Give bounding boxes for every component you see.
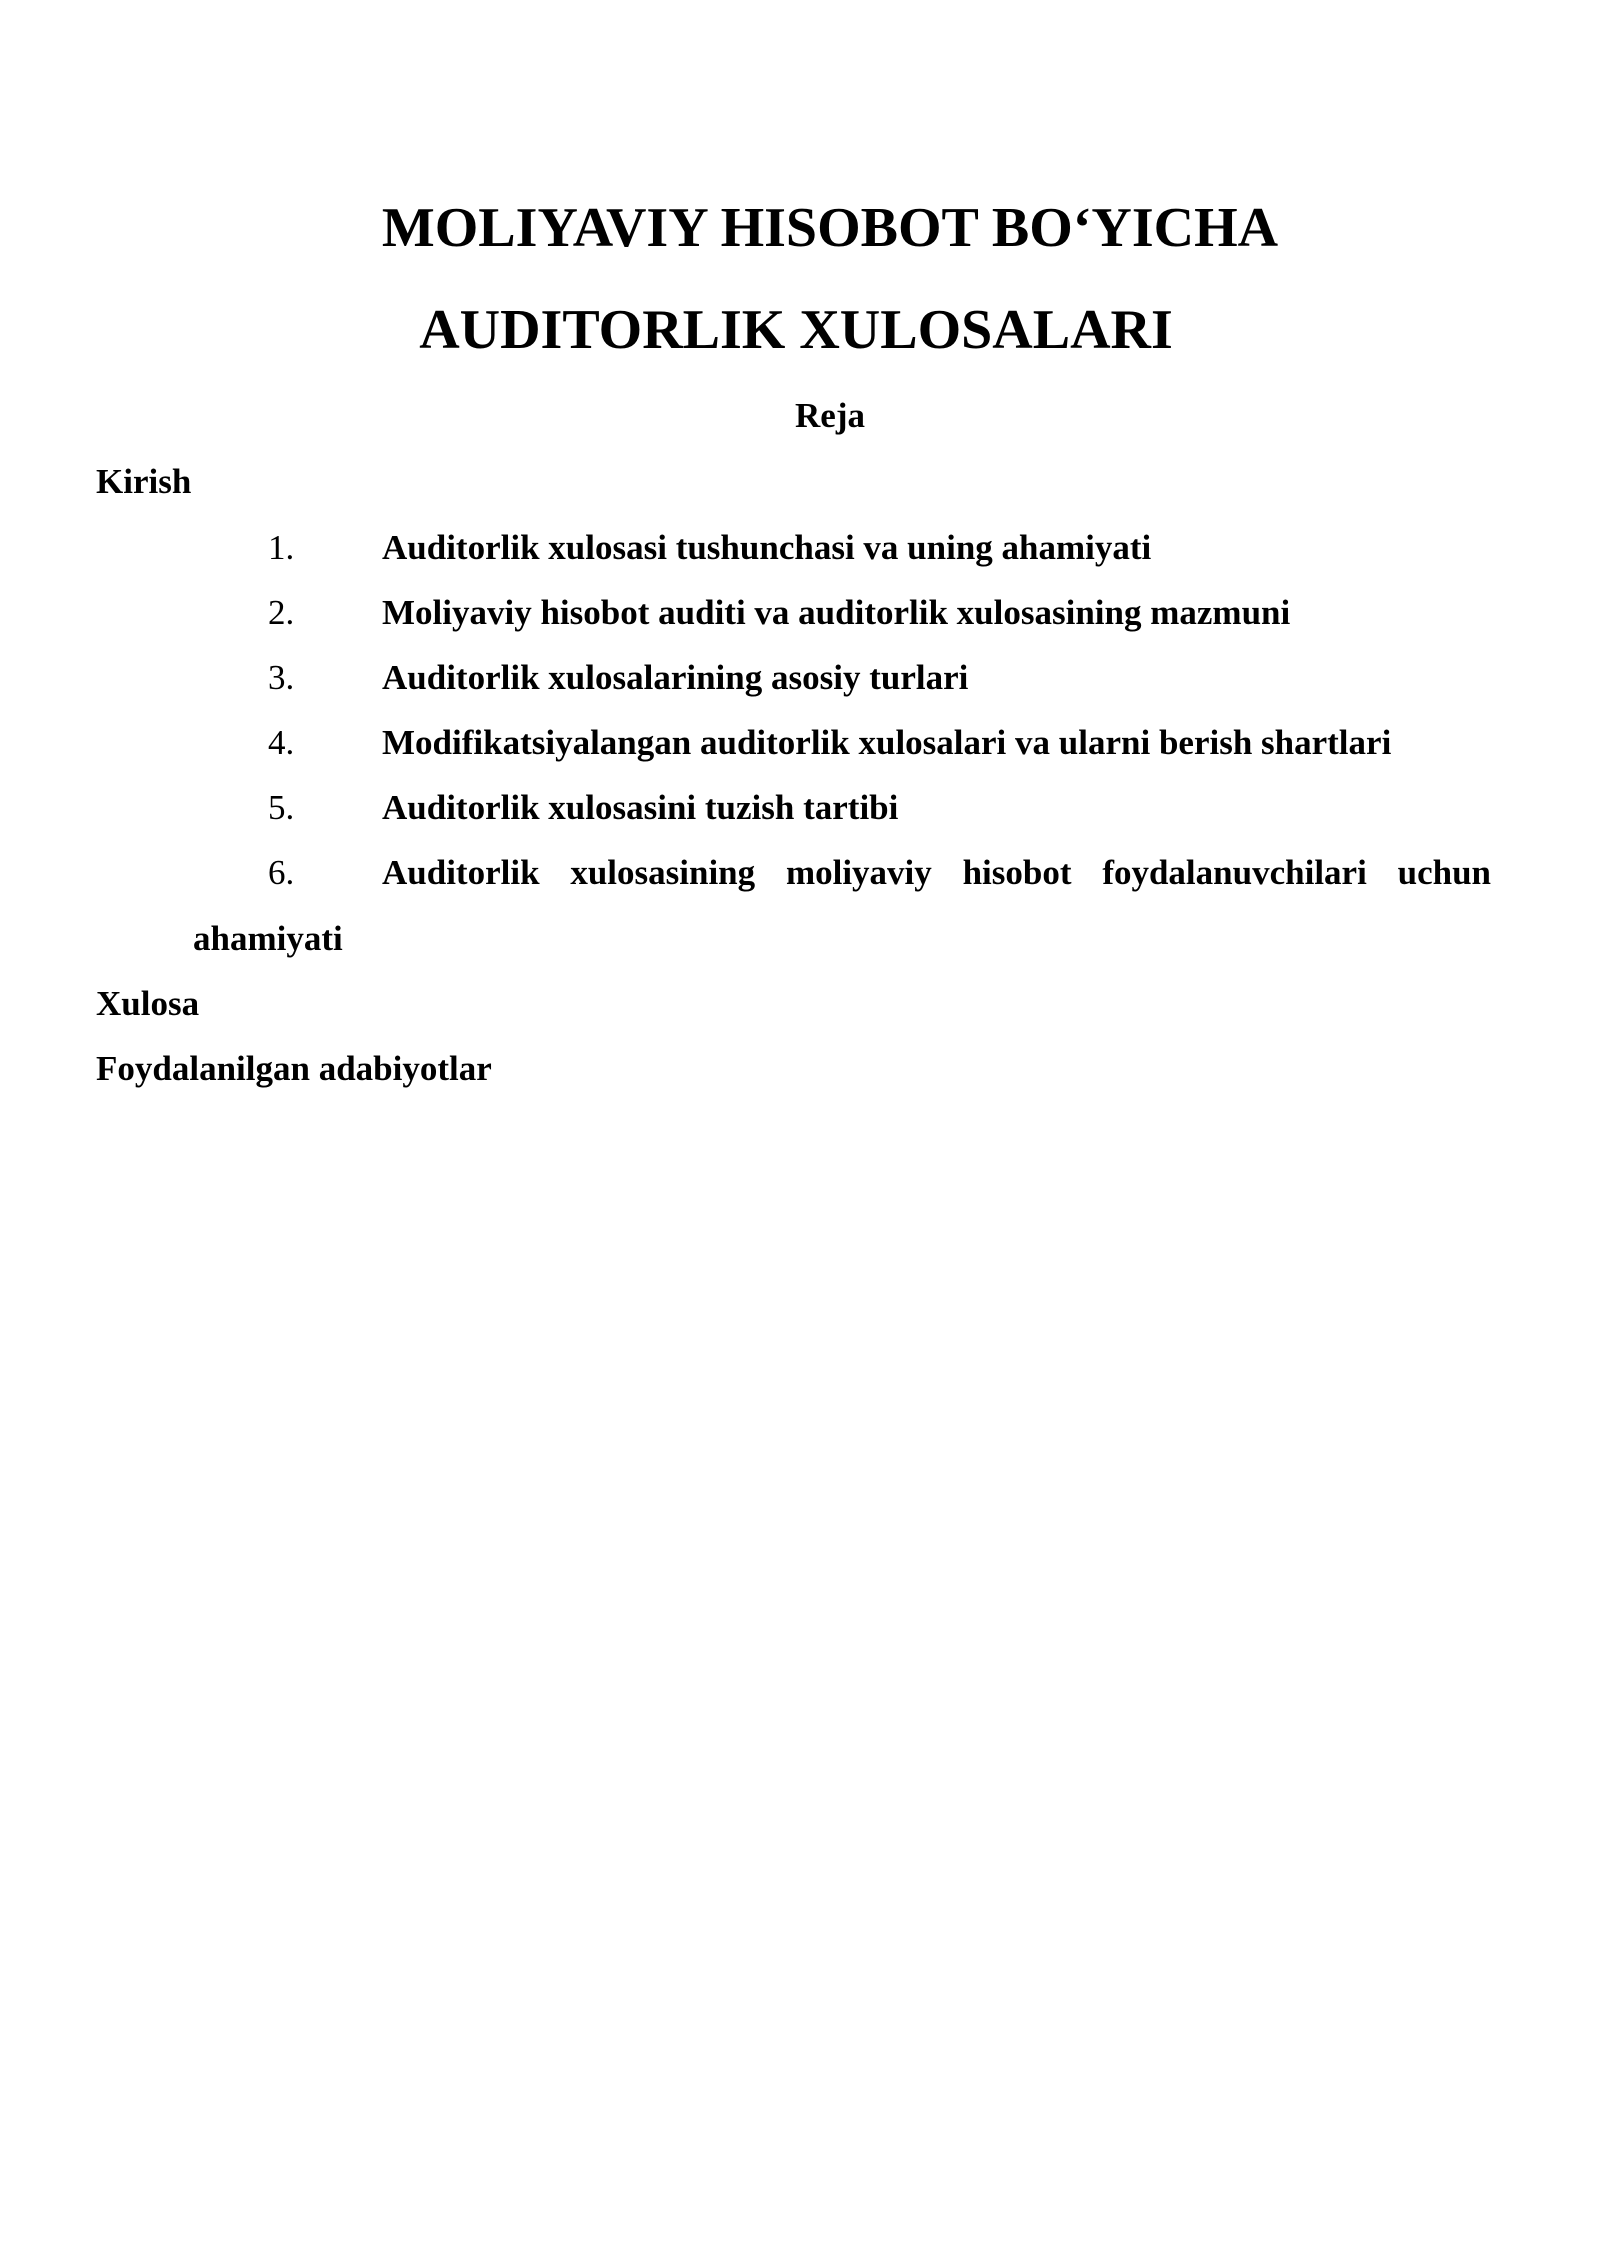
plan-item-number: 3.	[268, 658, 295, 697]
plan-item-text: Auditorlik xulosasini tuzish tartibi	[382, 788, 899, 827]
intro-heading: Kirish	[96, 462, 192, 501]
plan-item-text: Auditorlik xulosasi tushunchasi va uning ahamiyati	[382, 528, 1152, 567]
plan-item-number: 4.	[268, 723, 295, 762]
document-title-line-1: MOLIYAVIY HISOBOT BO‘YICHA	[381, 197, 1279, 259]
plan-item-text: Modifikatsiyalangan auditorlik xulosalari va ularni berish shartlari	[382, 723, 1392, 762]
plan-item-continuation: ahamiyati	[193, 919, 343, 958]
plan-item-text: Moliyaviy hisobot auditi va auditorlik xulosasining mazmuni	[382, 593, 1291, 632]
document-title-line-2: AUDITORLIK XULOSALARI	[419, 299, 1173, 361]
plan-item-number: 6.	[268, 853, 295, 892]
references-heading: Foydalanilgan adabiyotlar	[96, 1049, 492, 1088]
plan-item-number: 5.	[268, 788, 295, 827]
plan-item-number: 2.	[268, 593, 295, 632]
plan-heading: Reja	[795, 396, 865, 435]
conclusion-heading: Xulosa	[96, 984, 200, 1023]
plan-item-text: Auditorlik xulosasining moliyaviy hisobot foydalanuvchilari uchun	[382, 853, 1491, 892]
plan-item-text: Auditorlik xulosalarining asosiy turlari	[382, 658, 969, 697]
plan-item-number: 1.	[268, 528, 295, 567]
